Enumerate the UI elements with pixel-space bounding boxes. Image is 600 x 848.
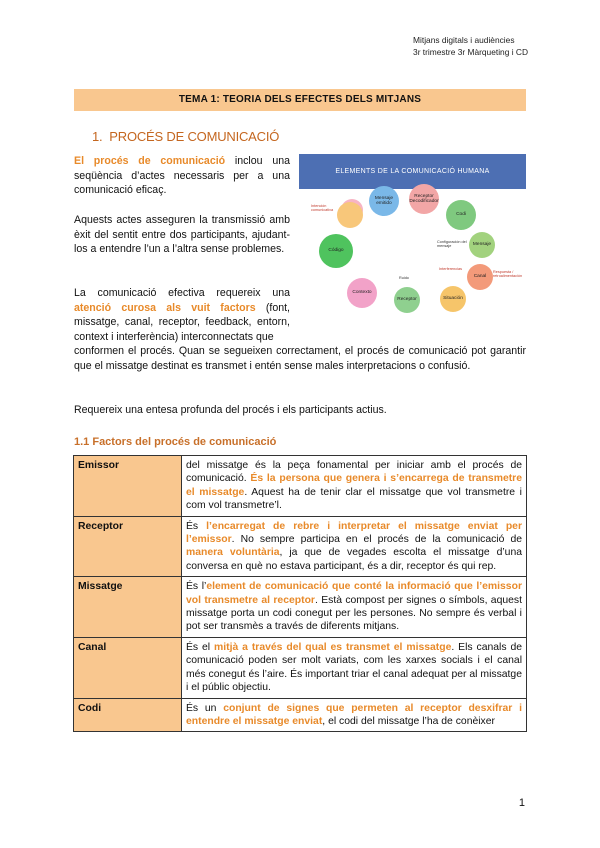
term-cell: Canal [74,637,182,698]
term-cell: Receptor [74,516,182,577]
table-row [74,456,527,517]
eight-factors-highlight: atenció curosa als vuit factors [74,301,256,314]
description-cell: És l’encarregat de rebre i interpretar el missatge enviat per l’emissor. No sempre participa en el procés de la comunicació de manera voluntària, ja que de vegades escolta el missatge d’una conversa en què no estava participant, és a dir, receptor és qui rep. [182,516,527,577]
document-header [413,34,528,58]
diagram-bubble-codigo: Código [319,234,353,268]
diagram-bubble-canal: Canal [467,264,493,290]
intro-paragraph-2: Aquests actes asseguren la transmissió amb èxit del sentit entre dos participants, ajudant-los a entendre l’un a l’altra sense problemes. [74,214,290,255]
table-row [74,516,527,577]
topic-title-bar: TEMA 1: TEORIA DELS EFECTES DELS MITJANS [74,89,526,111]
diagram-bubble-mensaje-2: Mensaje [469,232,495,258]
description-cell: És un conjunt de signes que permeten al receptor desxifrar i entendre el missatge enviat, el codi del missatge l’ha de conèixer [182,698,527,732]
page-number: 1 [518,797,525,809]
diagram-bubble-situacion: Situación [440,286,466,312]
header-course: Mitjans digitals i audiències [413,35,515,45]
table-row [74,637,527,698]
factors-subheading: 1.1 Factors del procés de comunicació [74,436,277,448]
diagram-note-interferencias: Interferencias [439,267,463,271]
diagram-note-intencion: Intención comunicativa [311,204,334,213]
intro-paragraph-1: El procés de comunicació inclou una seqüència d’actes necessaris per a una comunicació eficaç. [74,155,291,196]
factors-table [73,455,527,732]
section-title: PROCÉS DE COMUNICACIÓ [109,129,280,144]
section-number: 1. [92,129,103,144]
table-row [74,577,527,638]
term-cell: Codi [74,698,182,732]
diagram-title: ELEMENTS DE LA COMUNICACIÓ HUMANA [299,154,526,189]
description-cell: del missatge és la peça fonamental per iniciar amb el procés de comunicació. És la persona que genera i s’encarrega de transmetre el missatge. Aquest ha de tenir clar el missatge que vol transmetre i com vol transmetre’l. [182,456,527,517]
diagram-bubble-codi: Codi [446,200,476,230]
diagram-bubble-contexto: Contexto [347,278,377,308]
term-cell: Emissor [74,456,182,517]
intro-paragraph-4: Requereix una entesa profunda del procés i els participants actius. [74,404,387,416]
diagram-note-ruido: Ruido [399,276,409,280]
term-cell: Missatge [74,577,182,638]
process-highlight: El procés de comunicació [74,155,226,167]
diagram-bubble-emisor-alt [337,202,363,228]
diagram-note-configuracion: Configuración del mensaje [437,240,467,249]
description-cell: És l’element de comunicació que conté la informació que l’emissor vol transmetre al receptor. Està compost per signes o símbols, aquest missatge porta un codi conegut per les persones. No sempre és verbal i pot ser transmès a través de diferents mitjans. [182,577,527,638]
diagram-bubble-receptor-decodificador: Receptor Decodificador [409,184,439,214]
section-heading [92,129,279,144]
diagram-note-respuesta: Respuesta / retroalimentación [493,270,523,279]
diagram-bubble-mensaje: Mensaje emitido [369,186,399,216]
description-cell: És el mitjà a través del qual es transmet el missatge. Els canals de comunicació poden ser molt variats, com les xarxes socials i el canal més conegut és l’aire. És important triar el canal adequat per al missatge i el públic objectiu. [182,637,527,698]
header-term: 3r trimestre 3r Màrqueting i CD [413,47,528,57]
table-row [74,698,527,732]
communication-elements-diagram [299,154,526,316]
intro-paragraph-3-continued: conformen el procés. Quan se segueixen correctament, el procés de comunicació pot garantir que el missatge destinat es transmet i entén sense males interpretacions o confusió. [74,345,526,372]
diagram-bubble-receptor: Receptor [394,287,420,313]
intro-paragraph-3: La comunicació efectiva requereix una atenció curosa als vuit factors (font, missatge, canal, receptor, feedback, entorn, context i interferència) interconnectats que [74,287,290,343]
